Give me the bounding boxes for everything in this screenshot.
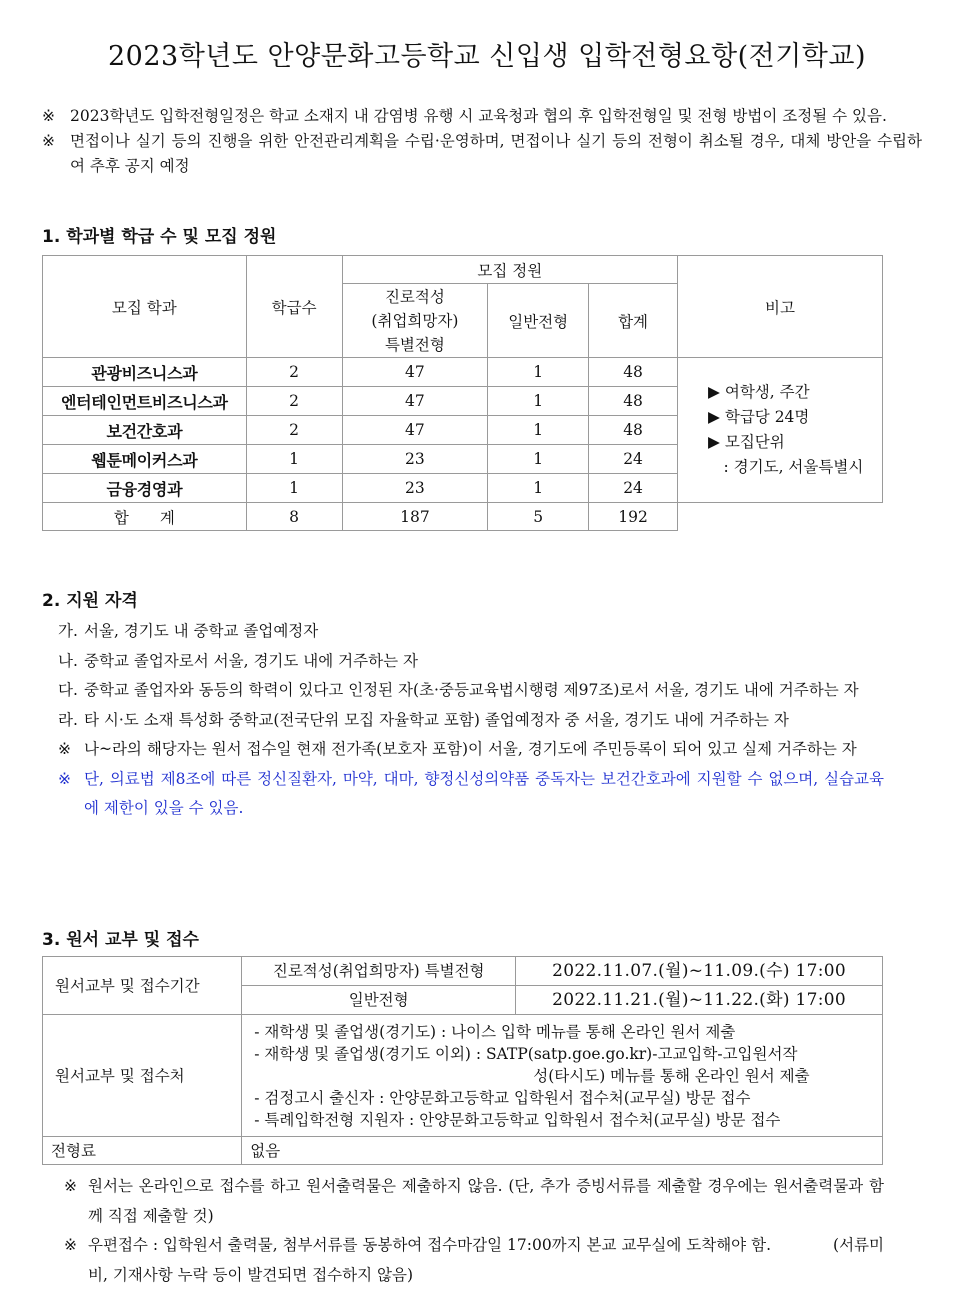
- period-date: 2022.11.21.(월)~11.22.(화) 17:00: [516, 986, 883, 1015]
- classes-cell: 1: [246, 474, 342, 503]
- total-cell: 48: [589, 387, 678, 416]
- item-mark: 라.: [58, 710, 78, 729]
- remark-cell: [678, 358, 883, 503]
- item-text: 서울, 경기도 내 중학교 졸업예정자: [84, 622, 319, 640]
- dept-name: 보건간호과: [43, 416, 247, 445]
- general-cell: 1: [488, 445, 589, 474]
- special-cell: 23: [342, 474, 488, 503]
- note-text: 2023학년도 입학전형일정은 학교 소재지 내 감염병 유행 시 교육청과 협의 후 입학전형일 및 전형 방법이 조정될 수 있음.: [70, 107, 887, 125]
- header-special-line: (취업희망자): [371, 311, 459, 330]
- header-special: [342, 284, 488, 358]
- place-line: - 재학생 및 졸업생(경기도) : 나이스 입학 메뉴를 통해 온라인 원서 제출: [254, 1022, 736, 1041]
- period-label: 원서교부 및 접수기간: [43, 957, 242, 1015]
- section-2-heading: 2. 지원 자격: [42, 591, 138, 611]
- sum-classes: 8: [246, 503, 342, 531]
- item-mark: 가.: [58, 622, 78, 640]
- qualification-list: [58, 617, 884, 824]
- classes-cell: 2: [246, 416, 342, 445]
- table-row: [43, 1137, 883, 1165]
- general-cell: 1: [488, 474, 589, 503]
- item-mark: ※: [58, 769, 71, 788]
- application-table: [42, 956, 883, 1165]
- sum-label: 합 계: [43, 503, 247, 531]
- item-text: 나~라의 해당자는 원서 접수일 현재 전가족(보호자 포함)이 서울, 경기도에 주민등록이 되어 있고 실제 거주하는 자: [84, 740, 857, 758]
- place-line: 성(타시도) 메뉴를 통해 온라인 원서 제출: [254, 1066, 810, 1085]
- classes-cell: 2: [246, 387, 342, 416]
- sum-row: [43, 503, 883, 531]
- dept-name: 관광비즈니스과: [43, 358, 247, 387]
- remark-line: ▶ 학급당 24명: [708, 408, 810, 426]
- qualification-restriction-note: [58, 765, 884, 824]
- remark-line: ▶ 모집단위: [708, 433, 785, 451]
- quota-table: [42, 255, 883, 531]
- period-date: 2022.11.07.(월)~11.09.(수) 17:00: [516, 957, 883, 986]
- general-cell: 1: [488, 387, 589, 416]
- footnote-mark: ※: [64, 1236, 77, 1254]
- total-cell: 48: [589, 358, 678, 387]
- place-line: - 검정고시 출신자 : 안양문화고등학교 입학원서 접수처(교무실) 방문 접수: [254, 1088, 751, 1107]
- footnote-text: 우편접수 : 입학원서 출력물, 첨부서류를 동봉하여 접수마감일 17:00까지 본교 교무실에 도착해야 함. (서류미비, 기재사항 누락 등이 발견되면 접수하지 않음): [88, 1236, 884, 1284]
- qualification-item: [58, 676, 884, 706]
- special-cell: 47: [342, 387, 488, 416]
- sum-total: 192: [589, 503, 678, 531]
- intro-note: [42, 104, 922, 129]
- header-general: 일반전형: [488, 284, 589, 358]
- fee-label: 전형료: [43, 1137, 242, 1165]
- table-row: [43, 358, 883, 387]
- header-quota: 모집 정원: [342, 256, 677, 284]
- header-classes: 학급수: [246, 256, 342, 358]
- total-cell: 24: [589, 445, 678, 474]
- header-dept: 모집 학과: [43, 256, 247, 358]
- item-mark: 다.: [58, 681, 78, 699]
- dept-name: 웹툰메이커스과: [43, 445, 247, 474]
- qualification-note: [58, 735, 884, 765]
- dept-name: 엔터테인먼트비즈니스과: [43, 387, 247, 416]
- reference-mark: ※: [42, 132, 55, 150]
- qualification-item: [58, 647, 884, 677]
- special-cell: 47: [342, 416, 488, 445]
- item-mark: ※: [58, 740, 71, 758]
- dept-name: 금융경영과: [43, 474, 247, 503]
- footnote-text: 원서는 온라인으로 접수를 하고 원서출력물은 제출하지 않음. (단, 추가 증빙서류를 제출할 경우에는 원서출력물과 함께 직접 제출할 것): [88, 1177, 884, 1225]
- place-cell: [242, 1015, 883, 1137]
- fee-value: 없음: [242, 1137, 883, 1165]
- place-label: 원서교부 및 접수처: [43, 1015, 242, 1137]
- total-cell: 24: [589, 474, 678, 503]
- footnote: [64, 1231, 884, 1290]
- special-cell: 47: [342, 358, 488, 387]
- item-text: 중학교 졸업자로서 서울, 경기도 내에 거주하는 자: [84, 651, 418, 670]
- general-cell: 1: [488, 358, 589, 387]
- header-total: 합계: [589, 284, 678, 358]
- application-footnotes: [64, 1172, 884, 1290]
- intro-note: [42, 129, 922, 179]
- remark-line: : 경기도, 서울특별시: [708, 458, 864, 476]
- section-3-heading: 3. 원서 교부 및 접수: [42, 930, 199, 950]
- section-1-heading: 1. 학과별 학급 수 및 모집 정원: [42, 227, 277, 247]
- place-line: - 특례입학전형 지원자 : 안양문화고등학교 입학원서 접수처(교무실) 방문 접수: [254, 1110, 781, 1129]
- item-mark: 나.: [58, 651, 78, 670]
- item-text: 중학교 졸업자와 동등의 학력이 있다고 인정된 자(초·중등교육법시행령 제97조)로서 서울, 경기도 내에 거주하는 자: [84, 681, 859, 699]
- qualification-item: [58, 706, 884, 736]
- footnote: [64, 1172, 884, 1231]
- general-cell: 1: [488, 416, 589, 445]
- remark-line: ▶ 여학생, 주간: [708, 383, 810, 401]
- header-special-line: 진로적성: [384, 287, 445, 306]
- place-line: - 재학생 및 졸업생(경기도 이외) : SATP(satp.goe.go.kr)-고교입학-고입원서작: [254, 1044, 798, 1063]
- page-title: 2023학년도 안양문화고등학교 신입생 입학전형요항(전기학교): [108, 41, 866, 72]
- qualification-item: [58, 617, 884, 647]
- total-cell: 48: [589, 416, 678, 445]
- period-type: 진로적성(취업희망자) 특별전형: [242, 957, 516, 986]
- intro-notes: [42, 104, 922, 179]
- table-row: [43, 957, 883, 986]
- sum-general: 5: [488, 503, 589, 531]
- header-special-line: 특별전형: [384, 335, 445, 354]
- item-text: 단, 의료법 제8조에 따른 정신질환자, 마약, 대마, 향정신성의약품 중독자는 보건간호과에 지원할 수 없으며, 실습교육에 제한이 있을 수 있음.: [84, 769, 884, 817]
- note-text: 면접이나 실기 등의 진행을 위한 안전관리계획을 수립·운영하며, 면접이나 실기 등의 전형이 취소될 경우, 대체 방안을 수립하여 추후 공지 예정: [70, 132, 922, 175]
- footnote-mark: ※: [64, 1177, 77, 1195]
- reference-mark: ※: [42, 107, 55, 125]
- classes-cell: 2: [246, 358, 342, 387]
- table-row: [43, 1015, 883, 1137]
- period-type: 일반전형: [242, 986, 516, 1015]
- special-cell: 23: [342, 445, 488, 474]
- item-text: 타 시·도 소재 특성화 중학교(전국단위 모집 자율학교 포함) 졸업예정자 중 서울, 경기도 내에 거주하는 자: [84, 710, 789, 729]
- classes-cell: 1: [246, 445, 342, 474]
- header-remark: 비고: [678, 256, 883, 358]
- sum-special: 187: [342, 503, 488, 531]
